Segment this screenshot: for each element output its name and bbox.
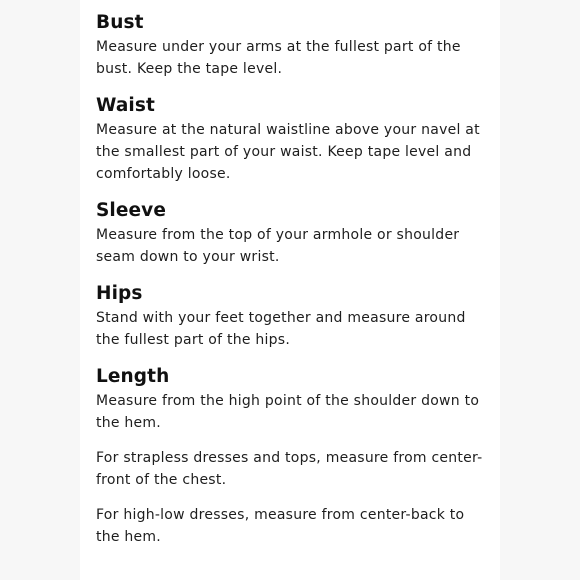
section-sleeve [96, 198, 492, 268]
section-heading: Sleeve [96, 200, 166, 221]
section-bust [96, 10, 492, 80]
section-heading: Bust [96, 12, 144, 33]
measurement-guide [96, 10, 492, 561]
section-waist [96, 93, 492, 185]
section-text: Measure at the natural waistline above your navel at the smallest part of your waist. Keep tape level and comfortably loose. [96, 122, 480, 182]
note-strapless: For strapless dresses and tops, measure from center-front of the chest. [96, 450, 483, 488]
section-heading: Waist [96, 95, 155, 116]
section-hips [96, 281, 492, 351]
section-text: Measure from the top of your armhole or shoulder seam down to your wrist. [96, 227, 460, 265]
section-heading: Length [96, 366, 170, 387]
section-text: Measure under your arms at the fullest part of the bust. Keep the tape level. [96, 39, 461, 77]
section-length [96, 364, 492, 434]
note-high-low: For high-low dresses, measure from center-back to the hem. [96, 507, 465, 545]
section-heading: Hips [96, 283, 143, 304]
section-text: Stand with your feet together and measure around the fullest part of the hips. [96, 310, 466, 348]
section-text: Measure from the high point of the shoulder down to the hem. [96, 393, 480, 431]
